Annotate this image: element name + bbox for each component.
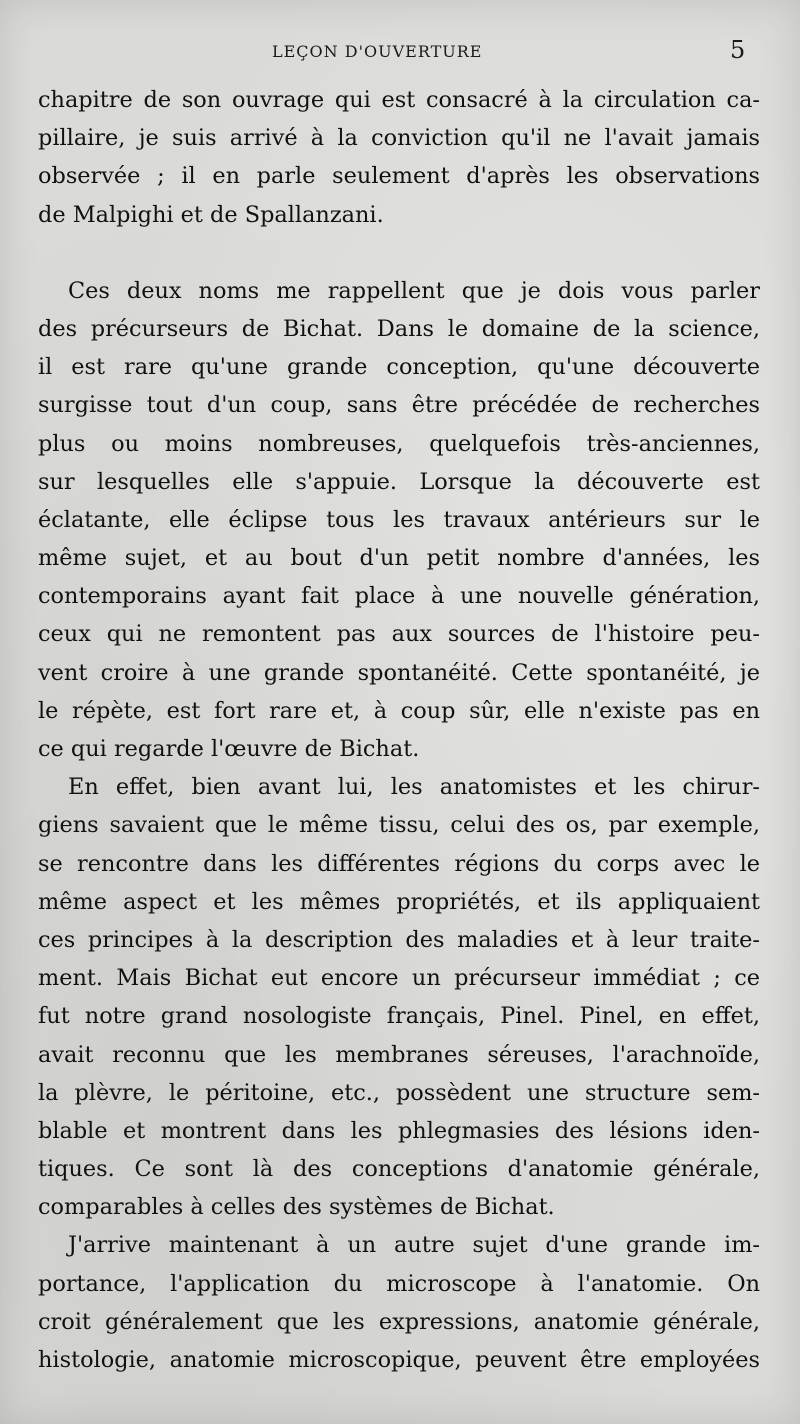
text-line: ces principes à la description des maladies et à leur traite- <box>38 926 760 953</box>
text-line: giens savaient que le même tissu, celui des os, par exemple, <box>38 812 760 839</box>
paragraph <box>38 81 760 234</box>
text-line: vent croire à une grande spontanéité. Cette spontanéité, je <box>38 659 760 686</box>
running-title: LEÇON D'OUVERTURE <box>272 42 483 61</box>
text-line: observée ; il en parle seulement d'après les observations <box>38 163 760 190</box>
text-line: croit généralement que les expressions, anatomie générale, <box>38 1308 760 1335</box>
text-line: ment. Mais Bichat eut encore un précurseur immédiat ; ce <box>38 965 760 992</box>
paragraph <box>38 1226 760 1379</box>
page-number: 5 <box>730 36 746 64</box>
body-text <box>38 81 760 1379</box>
text-line: Ces deux noms me rappellent que je dois vous parler <box>68 277 760 304</box>
text-line: En effet, bien avant lui, les anatomistes et les chirur- <box>68 774 760 801</box>
text-line: même sujet, et au bout d'un petit nombre d'années, les <box>38 545 760 572</box>
text-line: blable et montrent dans les phlegmasies des lésions iden- <box>38 1117 760 1144</box>
text-line: de Malpighi et de Spallanzani. <box>38 201 384 228</box>
text-line: comparables à celles des systèmes de Bichat. <box>38 1194 555 1221</box>
text-line: chapitre de son ouvrage qui est consacré à la circulation ca- <box>38 87 760 113</box>
text-line: ce qui regarde l'œuvre de Bichat. <box>38 736 420 762</box>
text-line: avait reconnu que les membranes séreuses, l'arachnoïde, <box>38 1041 760 1068</box>
text-line: contemporains ayant fait place à une nouvelle génération, <box>38 583 760 610</box>
text-line: le répète, est fort rare et, à coup sûr, elle n'existe pas en <box>38 697 760 724</box>
text-line: même aspect et les mêmes propriétés, et ils appliquaient <box>38 888 760 915</box>
text-line: éclatante, elle éclipse tous les travaux antérieurs sur le <box>38 506 760 533</box>
text-line: des précurseurs de Bichat. Dans le domaine de la science, <box>38 315 760 342</box>
paragraph-gap <box>38 234 760 272</box>
text-line: plus ou moins nombreuses, quelquefois très-anciennes, <box>38 430 760 457</box>
text-line: la plèvre, le péritoine, etc., possèdent une structure sem- <box>38 1079 760 1106</box>
text-line: pillaire, je suis arrivé à la conviction qu'il ne l'avait jamais <box>38 125 760 152</box>
paragraph <box>38 768 760 1226</box>
text-line: il est rare qu'une grande conception, qu'une découverte <box>38 354 760 381</box>
text-line: tiques. Ce sont là des conceptions d'anatomie générale, <box>38 1156 760 1183</box>
text-line: se rencontre dans les différentes régions du corps avec le <box>38 850 760 877</box>
text-line: sur lesquelles elle s'appuie. Lorsque la découverte est <box>38 468 760 495</box>
text-line: histologie, anatomie microscopique, peuvent être employées <box>38 1347 760 1373</box>
text-line: surgisse tout d'un coup, sans être précédée de recherches <box>38 392 760 419</box>
text-line: ceux qui ne remontent pas aux sources de l'histoire peu- <box>38 621 760 648</box>
running-head <box>0 36 800 66</box>
text-line: fut notre grand nosologiste français, Pinel. Pinel, en effet, <box>38 1003 760 1030</box>
text-line: J'arrive maintenant à un autre sujet d'une grande im- <box>68 1232 760 1259</box>
text-line: portance, l'application du microscope à l'anatomie. On <box>38 1270 760 1297</box>
paragraph <box>38 272 760 768</box>
